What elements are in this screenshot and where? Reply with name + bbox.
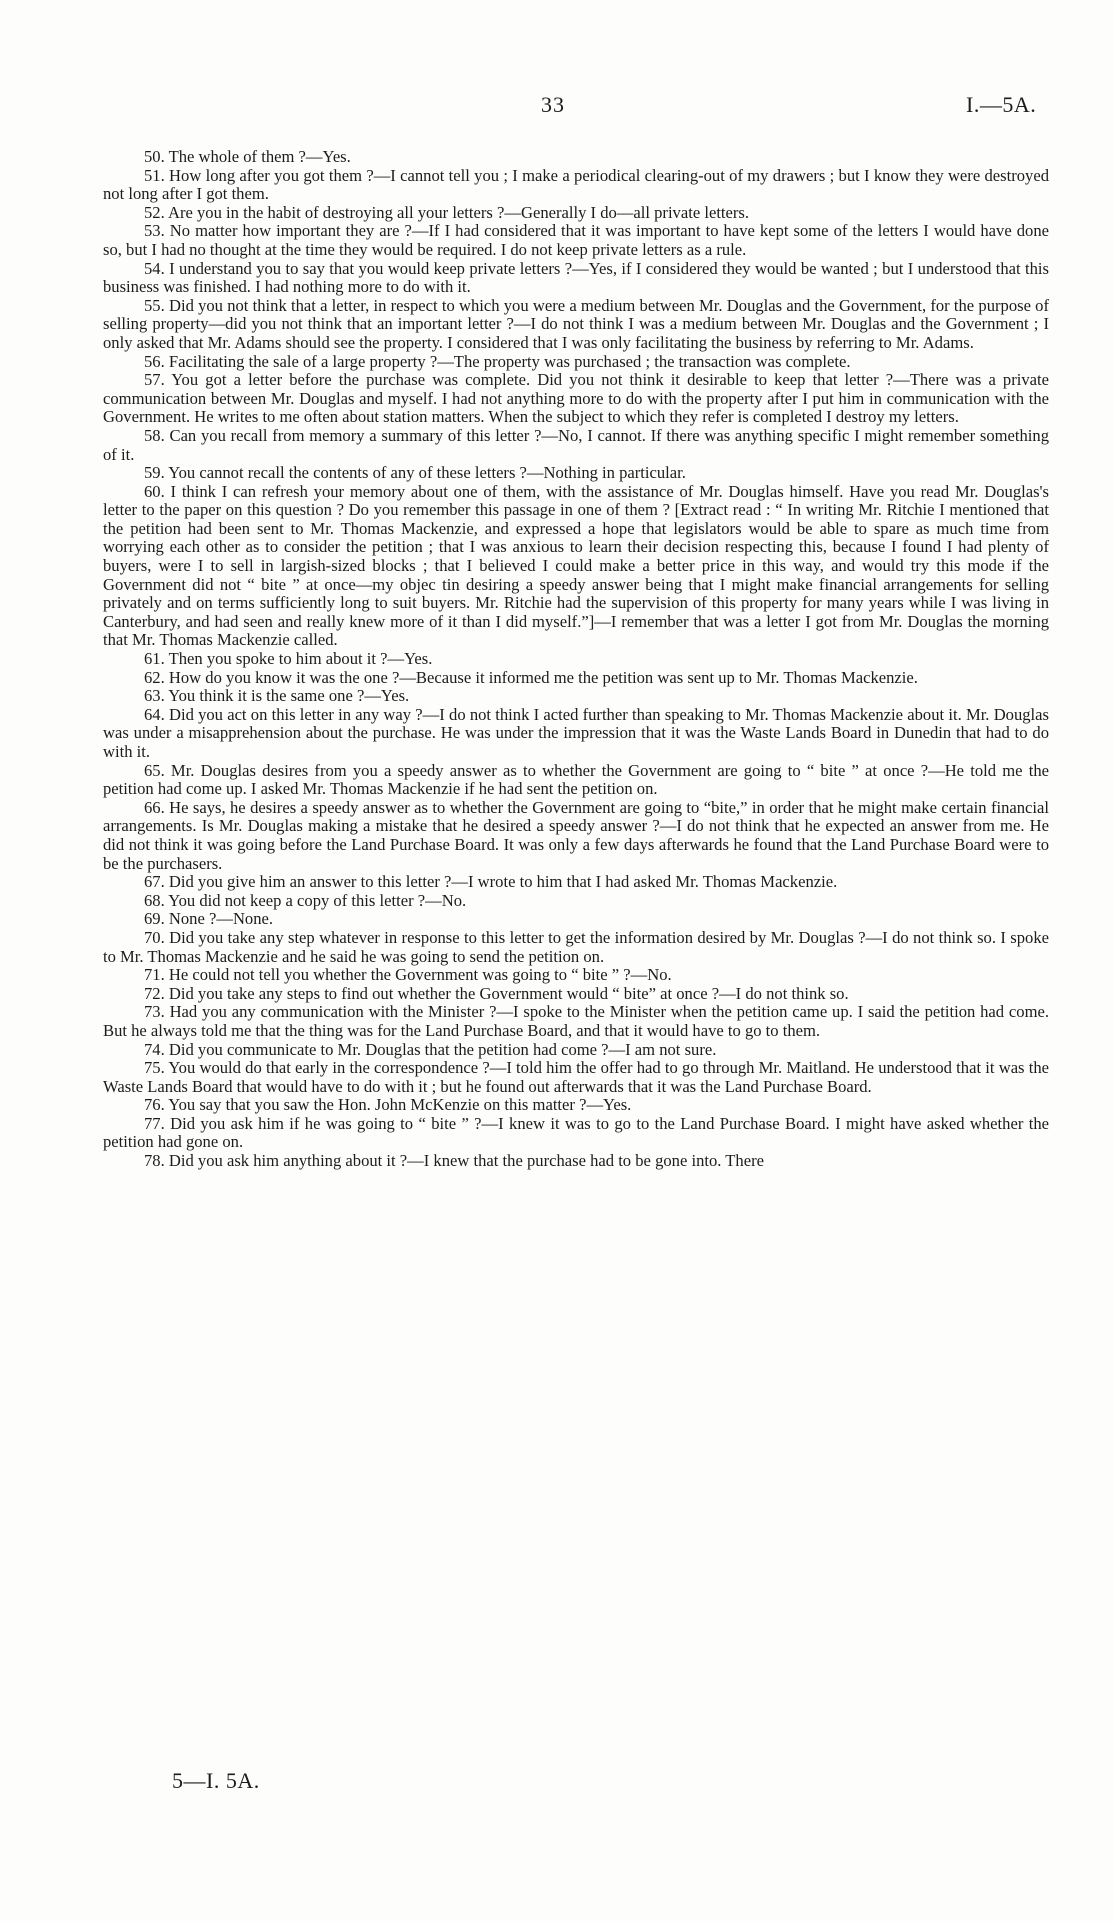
paragraph: 71. He could not tell you whether the Government was going to “ bite ” ?—No. (144, 965, 672, 985)
paragraph: 50. The whole of them ?—Yes. (144, 147, 351, 166)
paragraph: 56. Facilitating the sale of a large property ?—The property was purchased ; the transaction was complete. (144, 351, 851, 371)
paragraph: 72. Did you take any steps to find out whether the Government would “ bite” at once ?—I do not think so. (144, 983, 849, 1003)
paragraph: 70. Did you take any step whatever in response to this letter to get the information desired by Mr. Douglas ?—I do not think so. I spoke to Mr. Thomas Mackenzie and he said he was going to send the petition on. (103, 927, 1049, 966)
paragraph: 75. You would do that early in the correspondence ?—I told him the offer had to go through Mr. Maitland. He understood that it was the Waste Lands Board that would have to do with it ; but he found out afterwards that it was the Land Purchase Board. (103, 1058, 1049, 1096)
paragraph: 61. Then you spoke to him about it ?—Yes. (144, 649, 433, 669)
paragraph: 64. Did you act on this letter in any way ?—I do not think I acted further than speaking to Mr. Thomas Mackenzie about it. Mr. Douglas was under a misapprehension about the purchase. He was under the impression that it was the Waste Lands Board in Dunedin that had to do with it. (103, 704, 1049, 761)
paragraph: 69. None ?—None. (144, 909, 274, 929)
paragraph: 52. Are you in the habit of destroying all your letters ?—Generally I do—all private letters. (144, 202, 750, 222)
paragraph: 60. I think I can refresh your memory about one of them, with the assistance of Mr. Douglas himself. Have you read Mr. Douglas's letter to the paper on this question ? Do you remember this passage in one of them ? [Extract read : “ In writing Mr. Ritchie I mentioned that the petition had been sent to Mr. Thomas Mackenzie, and expressed a hope that legislators would be able to spare as much time from worrying each other as to consider the petition ; that I was anxious to learn their decision respecting this, because I found I had plenty of buyers, were I to sell in largish-sized blocks ; that I believed I could make a better price in this way, and would try this mode if the Government did not “ bite ” at once—my objec tin desiring a speedy answer being that I might make financial arrangements for selling privately and on terms sufficiently long to suit buyers. Mr. Ritchie had the supervision of this property for many years while I was living in Canterbury, and had seen and really knew more of it than I did myself.”]—I remember that was a letter I got from Mr. Douglas the morning that Mr. Thomas Mackenzie called. (103, 481, 1049, 650)
paragraph: 76. You say that you saw the Hon. John McKenzie on this matter ?—Yes. (144, 1095, 632, 1115)
paragraph: 57. You got a letter before the purchase was complete. Did you not think it desirable to keep that letter ?—There was a private communication between Mr. Douglas and myself. I had not anything more to do with the property after I put him in communication with the Government. He writes to me often about station matters. When the subject to which they refer is completed I destroy my letters. (103, 370, 1049, 427)
paragraph: 59. You cannot recall the contents of any of these letters ?—Nothing in particular. (144, 463, 686, 483)
paragraph: 63. You think it is the same one ?—Yes. (144, 686, 410, 706)
paragraph: 51. How long after you got them ?—I cannot tell you ; I make a periodical clearing-out of my drawers ; but I know they were destroyed not long after I got them. (103, 165, 1049, 204)
paragraph: 66. He says, he desires a speedy answer as to whether the Government are going to “bite,” in order that he might make certain financial arrangements. Is Mr. Douglas making a mistake that he desired a speedy answer ?—I do not think that he expected an answer from me. He did not think it was going before the Land Purchase Board. It was only a few days afterwards he found that the Land Purchase Board were to be the purchasers. (103, 797, 1049, 873)
paragraph: 54. I understand you to say that you would keep private letters ?—Yes, if I considered they would be wanted ; but I understood that this business was finished. I had nothing more to do with it. (103, 258, 1049, 297)
paragraph: 53. No matter how important they are ?—If I had considered that it was important to have kept some of the letters I would have done so, but I had no thought at the time they would be required. I do not keep private letters as a rule. (103, 221, 1049, 259)
page-number: 33 (541, 92, 565, 117)
paragraph: 58. Can you recall from memory a summary of this letter ?—No, I cannot. If there was anything specific I might remember something of it. (103, 425, 1049, 464)
paragraph: 73. Had you any communication with the Minister ?—I spoke to the Minister when the petition came up. I said the petition had come. But he always told me that the thing was for the Land Purchase Board, and that it would have to go to them. (103, 1002, 1049, 1040)
paragraph: 65. Mr. Douglas desires from you a speedy answer as to whether the Government are going to “ bite ” at once ?—He told me the petition had come up. I asked Mr. Thomas Mackenzie if he had sent the petition on. (103, 760, 1049, 799)
paragraph: 68. You did not keep a copy of this letter ?—No. (144, 890, 467, 910)
document-reference: I.—5A. (966, 92, 1037, 117)
paragraph: 67. Did you give him an answer to this letter ?—I wrote to him that I had asked Mr. Thomas Mackenzie. (144, 872, 838, 892)
paragraph: 55. Did you not think that a letter, in respect to which you were a medium between Mr. Douglas and the Government, for the purpose of selling property—did you not think that an important letter ?—I do not think I was a medium between Mr. Douglas and the Government ; I only asked that Mr. Adams should see the property. I considered that I was only facilitating the business by referring to Mr. Adams. (103, 295, 1049, 352)
signature-mark: 5—I. 5A. (172, 1768, 260, 1793)
paragraph: 74. Did you communicate to Mr. Douglas that the petition had come ?—I am not sure. (144, 1039, 717, 1059)
document-body (103, 148, 1049, 1171)
paragraph: 62. How do you know it was the one ?—Because it informed me the petition was sent up to Mr. Thomas Mackenzie. (144, 667, 918, 687)
paragraph: 78. Did you ask him anything about it ?—I knew that the purchase had to be gone into. There (144, 1151, 764, 1171)
paragraph: 77. Did you ask him if he was going to “ bite ” ?—I knew it was to go to the Land Purchase Board. I might have asked whether the petition had gone on. (103, 1113, 1049, 1152)
